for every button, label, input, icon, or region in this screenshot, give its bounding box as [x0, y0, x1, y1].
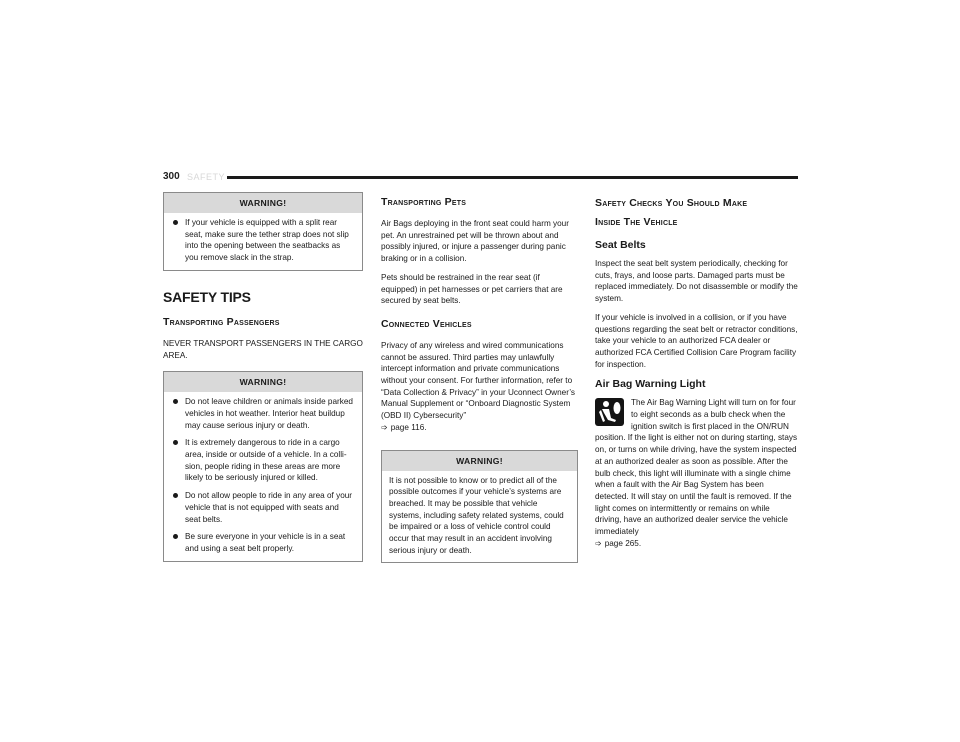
section-name: SAFETY: [187, 171, 226, 182]
airbag-warning-light-icon: [595, 398, 624, 426]
page-reference-link[interactable]: ➩ page 265.: [595, 538, 642, 548]
air-bag-paragraph: The Air Bag Warning Light will turn on for four to eight seconds as a bulb check when the ignition switch is first placed in the ON/RUN position. If the light is either not on during starting, stays on, or turns on while driving, have the system inspected at an authorized dealer as soon as possible. After the bulb check, this light will illuminate with a single chime when a fault with the Air Bag System has been detected. It will stay on until the fault is removed. If the light comes on intermittently or remains on while driving, have an authorized dealer service the vehicle immediately ➩ page 265.: [595, 398, 798, 548]
warning-item: If your vehicle is equipped with a split rear seat, make sure the tether strap does not slip into the opening between the seatbacks as you remove slack in the strap.: [171, 217, 355, 264]
bullet-icon: [173, 493, 178, 498]
air-bag-warning-heading: Air Bag Warning Light: [595, 378, 706, 391]
page-number: 300: [163, 171, 180, 182]
bullet-icon: [173, 220, 178, 225]
transporting-passengers-text: NEVER TRANSPORT PASSENGERS IN THE CARGO AREA.: [163, 338, 363, 360]
warning-box-tether: [163, 192, 363, 271]
air-bag-section: [595, 397, 798, 549]
seat-belts-paragraph-2: If your vehicle is involved in a collision, or if you have questions regarding the seat belt or retractor conditions, take your vehicle to an authorized FCA dealer or authorized FCA Certified Collision Care Program facility for inspection.: [595, 312, 798, 369]
page-reference-link[interactable]: ➩ page 116.: [381, 422, 427, 432]
warning-box-cyber: [381, 450, 578, 564]
column-right: [595, 192, 798, 549]
connected-paragraph: Privacy of any wireless and wired communications cannot be assured. Third parties may unlawfully intercept information and private communications without your consent. For further information, refer to “Data Collection & Privacy” in your Uconnect Owner’s Manual Supplement or “Onboard Diagnostic System (OBD II) Cybersecurity” ➩ page 116.: [381, 340, 575, 432]
seat-belts-paragraph-1: Inspect the seat belt system periodically, checking for cuts, frays, and loose parts. Damaged parts must be replaced immediately. Do not disassemble or modify the system.: [595, 259, 798, 304]
column-middle: [381, 192, 578, 573]
page-header: [163, 171, 798, 185]
warning-heading: WARNING!: [164, 193, 362, 213]
warning-heading: WARNING!: [382, 451, 577, 471]
bullet-icon: [173, 440, 178, 445]
arrow-reference-icon: ➩: [595, 538, 602, 548]
warning-item: It is extremely dangerous to ride in a cargo area, inside or outside of a vehicle. In a colli-sion, people riding in these areas are more likely to be seriously injured or killed.: [171, 437, 355, 484]
header-rule: [227, 176, 798, 179]
seat-belts-heading: Seat Belts: [595, 239, 646, 251]
column-left: [163, 192, 363, 572]
pets-paragraph-1: Air Bags deploying in the front seat could harm your pet. An unrestrained pet will be thrown about and possibly injured, or injure a passenger during panic braking or in a collision.: [381, 219, 569, 264]
warning-text: It is not possible to know or to predict all of the possible outcomes if your vehicle’s systems are breached. It may be possible that vehicle systems, including safety related systems, could be impaired or a loss of vehicle control could occur that may result in an accident involving serious injury or death.: [389, 475, 564, 555]
safety-checks-heading: Safety Checks You Should Make Inside The Vehicle: [595, 197, 748, 228]
connected-vehicles-heading: Connected Vehicles: [381, 317, 472, 330]
transporting-pets-heading: Transporting Pets: [381, 196, 467, 208]
warning-item: Do not leave children or animals inside parked vehicles in hot weather. Interior heat buildup may cause serious injury or death.: [171, 396, 355, 431]
warning-item: Be sure everyone in your vehicle is in a seat and using a seat belt properly.: [171, 531, 355, 554]
bullet-icon: [173, 534, 178, 539]
arrow-reference-icon: ➩: [381, 422, 388, 432]
pets-paragraph-2: Pets should be restrained in the rear seat (if equipped) in pet harnesses or pet carriers that are secured by seat belts.: [381, 272, 563, 306]
warning-box-passengers: [163, 371, 363, 561]
safety-tips-title: SAFETY TIPS: [163, 288, 251, 305]
bullet-icon: [173, 399, 178, 404]
warning-heading: WARNING!: [164, 372, 362, 392]
warning-item: Do not allow people to ride in any area of your vehicle that is not equipped with seats and seat belts.: [171, 490, 355, 525]
transporting-passengers-heading: Transporting Passengers: [163, 315, 280, 328]
